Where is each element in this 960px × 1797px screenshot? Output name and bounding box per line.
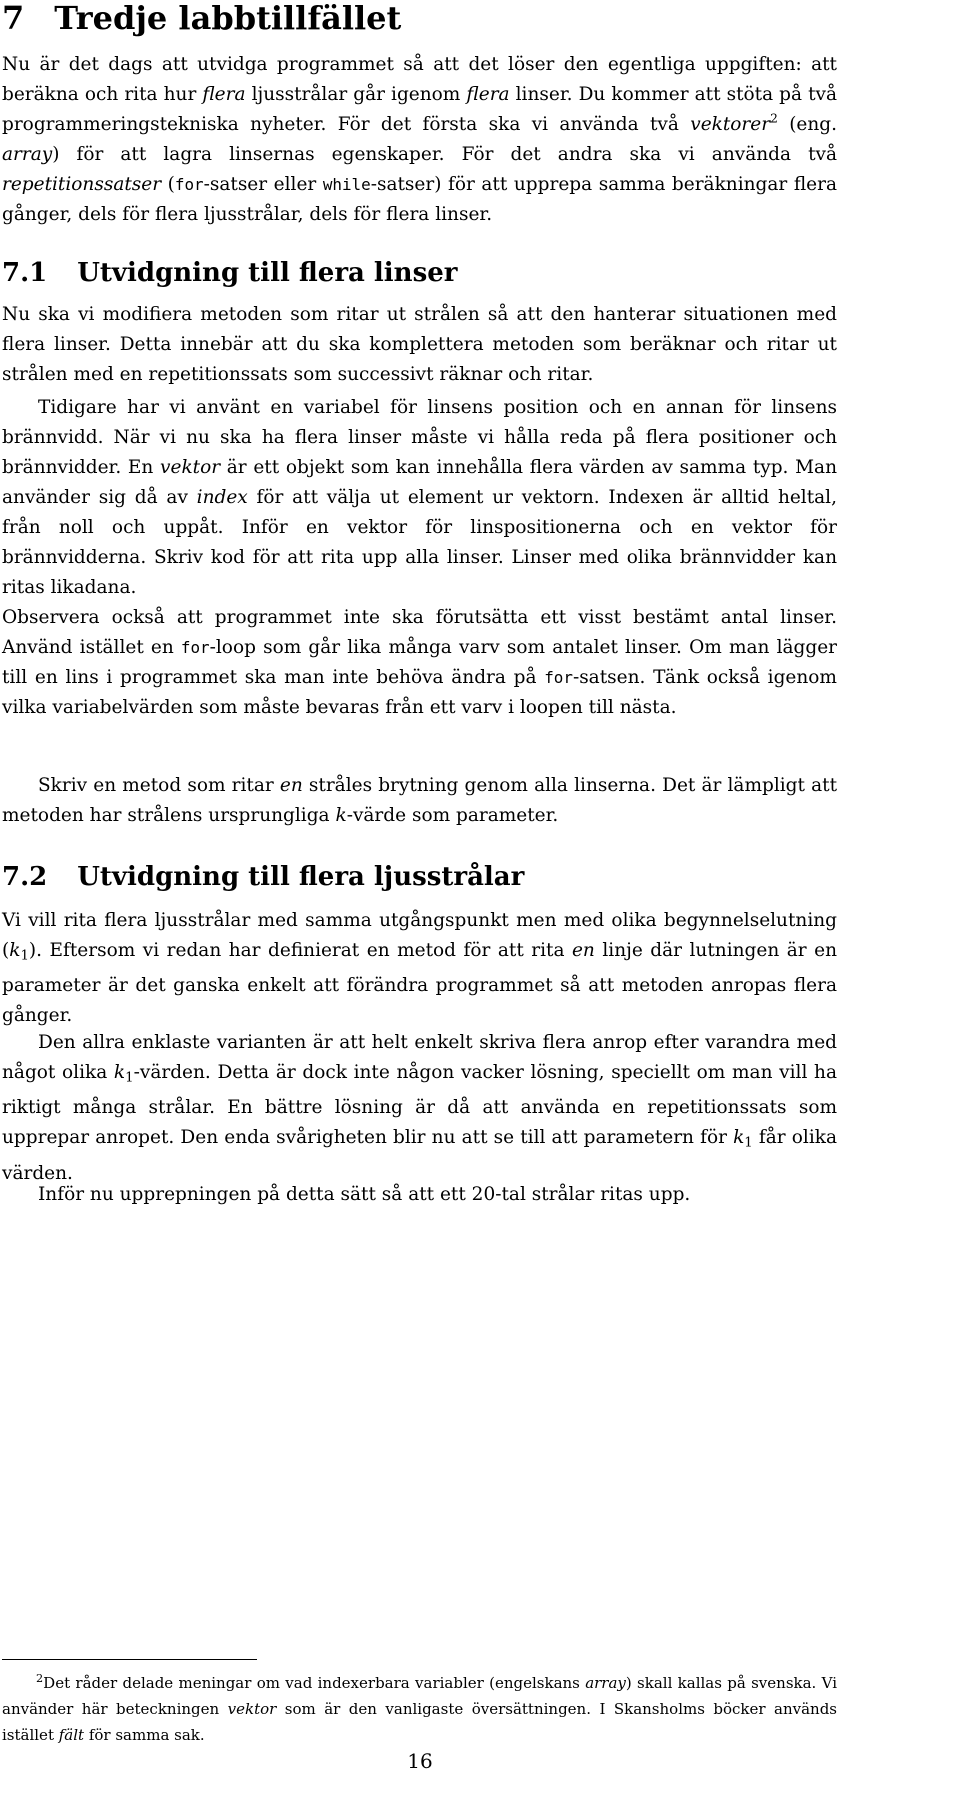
code-keyword: while bbox=[322, 175, 371, 194]
section-number: 7.2 bbox=[2, 862, 48, 892]
intro-text: ) för att lagra linsernas egenskaper. För det andra ska vi använda två bbox=[52, 144, 837, 165]
section2-paragraph-1 bbox=[2, 906, 837, 1031]
section1-paragraph-3 bbox=[2, 603, 837, 723]
math-variable: k bbox=[733, 1127, 745, 1149]
paragraph-text: Skriv en metod som ritar bbox=[38, 775, 280, 796]
footnote-text: ) skall kallas på svenska. Vi använder här beteckningen bbox=[2, 1674, 837, 1718]
section1-paragraph-2 bbox=[2, 393, 837, 603]
paragraph-text: Observera också att programmet inte ska förutsätta ett visst bestämt antal linser. Använd istället en bbox=[2, 607, 837, 658]
math-subscript: 1 bbox=[744, 1135, 753, 1151]
section-title: Utvidgning till flera linser bbox=[77, 258, 458, 288]
paragraph-emph: en bbox=[279, 775, 303, 796]
footnote-rule bbox=[2, 1659, 257, 1660]
section-number: 7.1 bbox=[2, 258, 48, 288]
section-heading-7-2 bbox=[2, 862, 524, 892]
math-variable: k bbox=[9, 940, 21, 961]
footnote-emph: fält bbox=[58, 1726, 85, 1744]
footnote-emph: vektor bbox=[227, 1700, 277, 1718]
section-heading-7-1 bbox=[2, 258, 457, 288]
math-subscript: 1 bbox=[125, 1070, 134, 1086]
footnote-mark: 2 bbox=[36, 1672, 44, 1686]
paragraph-text: för att välja ut element ur vektorn. Indexen är alltid heltal, från noll och uppåt. Inför en vektor för linspositionerna och en vektor för brännvidderna. Skriv kod för att rita upp alla linser. Linser med olika brännvidder kan ritas likadana. bbox=[2, 487, 837, 598]
intro-emph: vektorer bbox=[690, 114, 771, 135]
paragraph-emph: en bbox=[571, 940, 595, 961]
paragraph-text: -värde som parameter. bbox=[346, 805, 559, 826]
intro-text: (eng. bbox=[777, 114, 837, 135]
paragraph-text: Den allra enklaste varianten är att helt enkelt skriva flera anrop efter varandra med något olika bbox=[2, 1032, 837, 1083]
footnote-text: som är den vanligaste översättningen. I Skansholms böcker används istället bbox=[2, 1700, 837, 1744]
footnote bbox=[2, 1670, 837, 1748]
code-keyword: for bbox=[180, 638, 210, 657]
intro-text: Nu är det dags att utvidga programmet så att det löser den egentliga uppgiften: att beräkna och rita hur bbox=[2, 54, 837, 105]
paragraph-text: Tidigare har vi använt en variabel för linsens position och en annan för linsens brännvidd. När vi nu ska ha flera linser måste vi hålla reda på flera positioner och brännvidder. En bbox=[2, 397, 837, 478]
paragraph-text: är ett objekt som kan innehålla flera värden av samma typ. Man använder sig då av bbox=[2, 457, 838, 508]
intro-text: -satser) för att upprepa samma beräkningar flera gånger, dels för flera ljusstrålar, dels för flera linser. bbox=[2, 174, 837, 225]
paragraph-emph: vektor bbox=[160, 457, 221, 478]
page-number: 16 bbox=[407, 1749, 433, 1773]
section-title: Utvidgning till flera ljusstrålar bbox=[77, 862, 525, 892]
section1-paragraph-4 bbox=[2, 771, 837, 831]
paragraph-emph: index bbox=[196, 487, 248, 508]
footnote-reference: 2 bbox=[770, 111, 778, 126]
chapter-heading bbox=[2, 0, 401, 36]
paragraph-text: -loop som går lika många varv som antalet linser. Om man lägger till en lins i programmet ska man inte behöva ändra på bbox=[2, 637, 837, 688]
footnote-text: Det råder delade meningar om vad indexerbara variabler (engelskans bbox=[43, 1674, 586, 1692]
section2-paragraph-2 bbox=[2, 1028, 837, 1189]
section2-paragraph-3: Inför nu upprepningen på detta sätt så att ett 20-tal strålar ritas upp. bbox=[38, 1184, 691, 1205]
section1-paragraph-1: Nu ska vi modifiera metoden som ritar ut strålen så att den hanterar situationen med flera linser. Detta innebär att du ska komplettera metoden som beräknar och ritar ut strålen med en repetitionssats som successivt räknar och ritar. bbox=[2, 304, 837, 385]
intro-emph: array bbox=[2, 144, 53, 165]
intro-text: ( bbox=[161, 174, 175, 195]
math-variable: k bbox=[113, 1062, 126, 1083]
intro-text: linser. Du kommer att stöta på två programmeringstekniska nyheter. För det första ska vi använda två bbox=[2, 84, 838, 135]
code-keyword: for bbox=[174, 175, 204, 194]
intro-emph: flera bbox=[466, 84, 510, 105]
chapter-number: 7 bbox=[2, 0, 25, 37]
intro-paragraph bbox=[2, 50, 837, 230]
intro-text: -satser eller bbox=[203, 174, 323, 195]
chapter-title: Tredje labbtillfället bbox=[54, 0, 402, 37]
paragraph-text: -satsen. Tänk också igenom vilka variabelvärden som måste bevaras från ett varv i loopen till nästa. bbox=[2, 667, 837, 718]
paragraph-text: får olika värden. bbox=[2, 1127, 837, 1184]
intro-emph: flera bbox=[202, 84, 246, 105]
footnote-emph: array bbox=[585, 1674, 626, 1692]
paragraph-emph: k bbox=[335, 805, 347, 826]
paragraph-text: linje där lutningen är en parameter är det ganska enkelt att förändra programmet så att metoden anropas flera gånger. bbox=[2, 940, 837, 1027]
footnote-text: för samma sak. bbox=[84, 1726, 205, 1744]
intro-text: ljusstrålar går igenom bbox=[245, 84, 467, 105]
math-subscript: 1 bbox=[20, 948, 29, 964]
intro-emph: repetitionssatser bbox=[2, 174, 162, 195]
paragraph-text: -värden. Detta är dock inte någon vacker lösning, speciellt om man vill ha riktigt många strålar. En bättre lösning är då att använda en repetitionssats som upprepar anropet. Den enda svårigheten blir nu att se till att parametern för bbox=[2, 1062, 837, 1149]
paragraph-text: stråles brytning genom alla linserna. Det är lämpligt att metoden har strålens ursprungliga bbox=[2, 775, 838, 826]
paragraph-text: ). Eftersom vi redan har definierat en metod för att rita bbox=[28, 940, 572, 961]
code-keyword: for bbox=[544, 668, 573, 687]
paragraph-text: Vi vill rita flera ljusstrålar med samma utgångspunkt men med olika begynnelselutning ( bbox=[2, 910, 837, 961]
